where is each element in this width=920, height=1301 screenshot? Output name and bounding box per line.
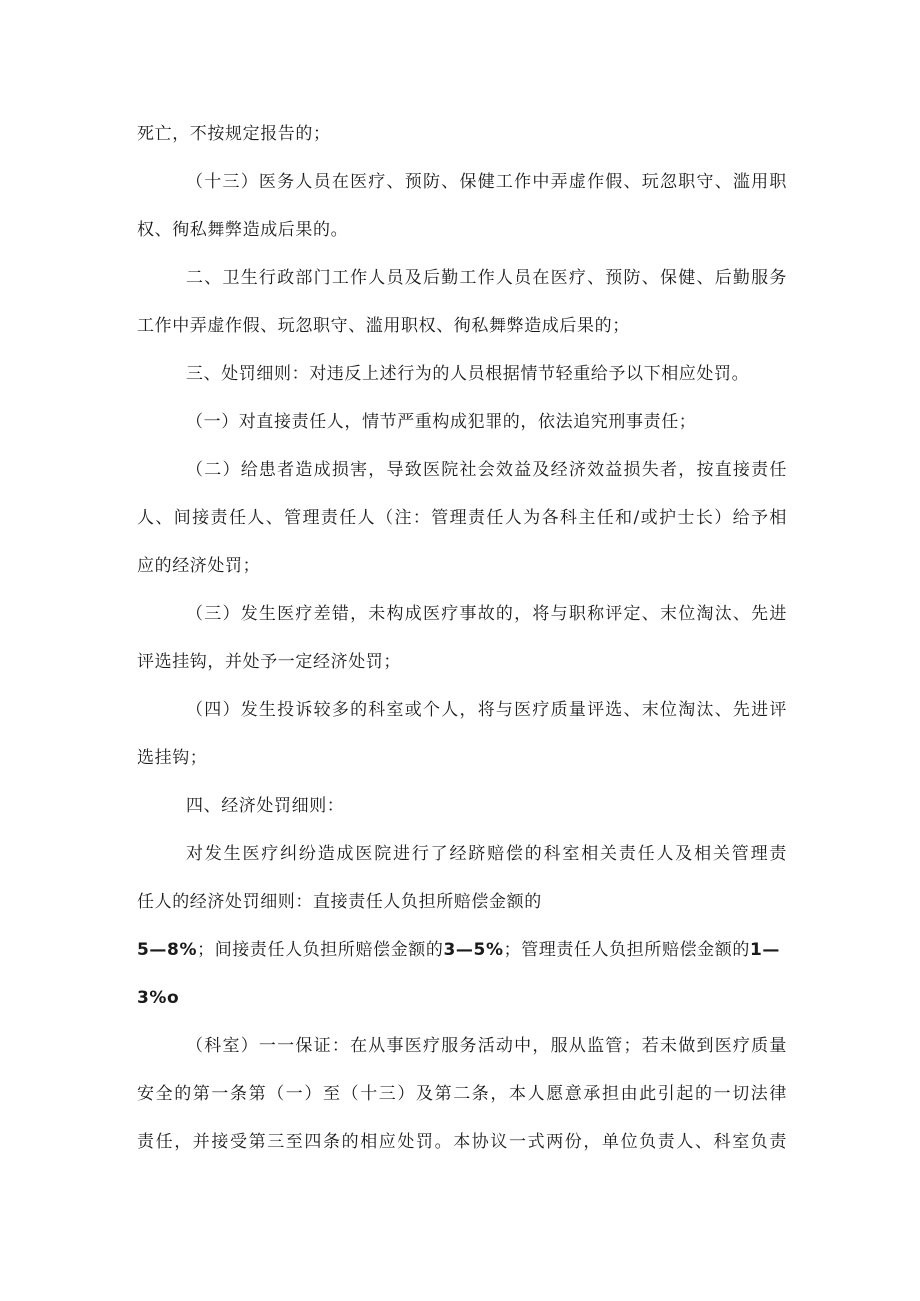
text-line: 应的经济处罚； bbox=[137, 556, 261, 576]
text-line: （四）发生投诉较多的科室或个人，将与医疗质量评选、末位淘汰、先进评 bbox=[186, 700, 787, 720]
percent-line bbox=[137, 938, 780, 962]
percent-management: 1— bbox=[750, 940, 781, 960]
percent-direct: 5—8% bbox=[137, 940, 198, 960]
text-line: 对发生医疗纠纷造成医院进行了经跻赔偿的科室相关责任人及相关管理责 bbox=[186, 844, 787, 864]
text-line: 死亡，不按规定报告的； bbox=[137, 124, 331, 144]
text-segment: ；间接责任人负担所赔偿金额的 bbox=[197, 940, 444, 960]
text-line: 权、徇私舞弊造成后果的。 bbox=[137, 220, 349, 240]
text-line: 评选挂钩，并处予一定经济处罚； bbox=[137, 652, 401, 672]
text-line: 任人的经济处罚细则：直接责任人负担所赔偿金额的 bbox=[137, 892, 542, 912]
text-line: （一）对直接责任人，情节严重构成犯罪的，依法追究刑事责任； bbox=[186, 412, 697, 432]
text-line: 责任，并接受第三至四条的相应处罚。本协议一式两份，单位负责人、科室负责 bbox=[137, 1132, 787, 1152]
text-line: （二）给患者造成损害，导致医院社会效益及经济效益损失者，按直接责任 bbox=[186, 460, 787, 480]
text-line: （科室）一一保证：在从事医疗服务活动中，服从监管；若未做到医疗质量 bbox=[186, 1036, 787, 1056]
text-line: （三）发生医疗差错，未构成医疗事故的，将与职称评定、末位淘汰、先进 bbox=[186, 604, 787, 624]
text-line: （十三）医务人员在医疗、预防、保健工作中弄虚作假、玩忽职守、滥用职 bbox=[186, 172, 787, 192]
text-line: 安全的第一条第（一）至（十三）及第二条，本人愿意承担由此引起的一切法律 bbox=[137, 1084, 787, 1104]
text-line: 二、卫生行政部门工作人员及后勤工作人员在医疗、预防、保健、后勤服务 bbox=[186, 268, 787, 288]
text-line: 工作中弄虚作假、玩忽职守、滥用职权、徇私舞弊造成后果的； bbox=[137, 316, 630, 336]
percent-tail: 3%o bbox=[137, 988, 180, 1008]
text-segment: ；管理责任人负担所赔偿金额的 bbox=[503, 940, 750, 960]
text-line: 三、处罚细则：对违反上述行为的人员根据情节轻重给予以下相应处罚。 bbox=[186, 364, 750, 384]
percent-indirect: 3—5% bbox=[443, 940, 504, 960]
text-line: 四、经济处罚细则： bbox=[186, 796, 345, 816]
text-line: 选挂钩； bbox=[137, 748, 208, 768]
text-line: 人、间接责任人、管理责任人（注：管理责任人为各科主任和/或护士长）给予相 bbox=[137, 508, 787, 528]
